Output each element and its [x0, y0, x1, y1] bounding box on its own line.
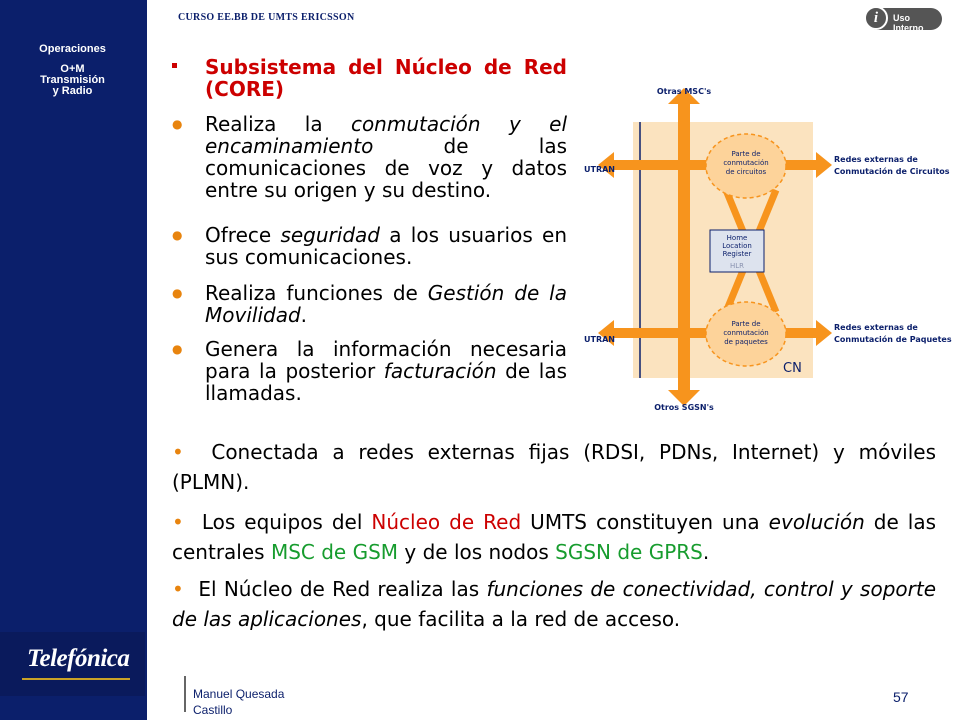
- hlr-line: Location: [722, 242, 752, 250]
- bullet-seguridad: ● Ofrece seguridad a los usuarios en sus comunicaciones.: [172, 223, 568, 269]
- bullet-dot-icon: •: [172, 577, 184, 601]
- cloud-bottom-line: conmutación: [723, 329, 769, 337]
- course-title: CURSO EE.BB DE UMTS ERICSSON: [178, 12, 355, 23]
- author: [193, 686, 284, 718]
- hlr-line: Register: [722, 250, 752, 258]
- sidebar-nav: [0, 44, 145, 97]
- top-label: Otras MSC's: [656, 87, 712, 96]
- cloud-top-line: Parte de: [731, 150, 761, 158]
- vertical-arrow: [678, 102, 690, 392]
- badge-label: Uso Interno: [893, 13, 924, 33]
- bullet-conmutacion: ● Realiza la conmutación y el encaminamiento de las comunicaciones de voz y datos entre su origen y su destino.: [172, 112, 567, 202]
- hlr-line: Home: [726, 234, 748, 242]
- sidebar-item-om[interactable]: O+M: [60, 63, 85, 75]
- right-top-label: Conmutación de Circuitos: [834, 167, 950, 176]
- sidebar-item-radio[interactable]: y Radio: [52, 85, 93, 97]
- telefonica-logo: Telefónica: [27, 645, 130, 672]
- cloud-top-line: de circuitos: [725, 168, 767, 176]
- cloud-top-line: conmutación: [723, 159, 769, 167]
- paragraph-evolucion: • Los equipos del Núcleo de Red UMTS constituyen una evolución de las centrales MSC de GSM y de los nodos SGSN de GPRS.: [172, 510, 936, 564]
- utran-bottom-label: UTRAN: [584, 335, 615, 344]
- sidebar-divider: [145, 0, 147, 720]
- cloud-bottom-line: de paquetes: [724, 338, 768, 346]
- square-bullet-icon: [172, 63, 177, 68]
- right-top-label: Redes externas de: [834, 155, 918, 164]
- bullet-movilidad: ● Realiza funciones de Gestión de la Movilidad.: [172, 281, 567, 327]
- arrow-right-icon: [816, 152, 832, 178]
- footer-divider: [184, 676, 186, 712]
- usage-badge: [866, 8, 942, 33]
- utran-top-label: UTRAN: [584, 165, 615, 174]
- core-network-diagram: [578, 80, 958, 420]
- author-line: Castillo: [193, 703, 233, 717]
- right-bottom-label: Redes externas de: [834, 323, 918, 332]
- hlr-abbr: HLR: [729, 262, 745, 270]
- arrow-right-icon: [816, 320, 832, 346]
- sidebar: [0, 0, 145, 720]
- bullet-dot-icon: ●: [172, 286, 183, 300]
- bottom-label: Otros SGSN's: [654, 403, 714, 412]
- page-number: 57: [893, 689, 909, 705]
- bullet-dot-icon: ●: [172, 117, 183, 131]
- logo-underline: [22, 678, 130, 680]
- sidebar-item-operaciones[interactable]: Operaciones: [39, 43, 106, 55]
- bullet-dot-icon: •: [172, 440, 184, 464]
- cloud-bottom-line: Parte de: [731, 320, 761, 328]
- bullet-dot-icon: ●: [172, 342, 183, 356]
- bullet-dot-icon: ●: [172, 228, 183, 242]
- author-line: Manuel Quesada: [193, 687, 285, 701]
- paragraph-redes-externas: • Conectada a redes externas fijas (RDSI, PDNs, Internet) y móviles (PLMN).: [172, 440, 937, 494]
- paragraph-funciones: • El Núcleo de Red realiza las funciones de conectividad, control y soporte de las aplicaciones, que facilita a la red de acceso.: [172, 577, 937, 631]
- bullet-facturacion: ● Genera la información necesaria para la posterior facturación de las llamadas.: [172, 337, 567, 405]
- info-icon: i: [864, 6, 888, 30]
- right-bottom-label: Conmutación de Paquetes: [834, 335, 952, 344]
- cn-label: CN: [783, 361, 802, 376]
- section-title: Subsistema del Núcleo de Red (CORE): [205, 56, 567, 100]
- sidebar-item-transmision[interactable]: Transmisión: [40, 74, 105, 86]
- bullet-dot-icon: •: [172, 510, 184, 534]
